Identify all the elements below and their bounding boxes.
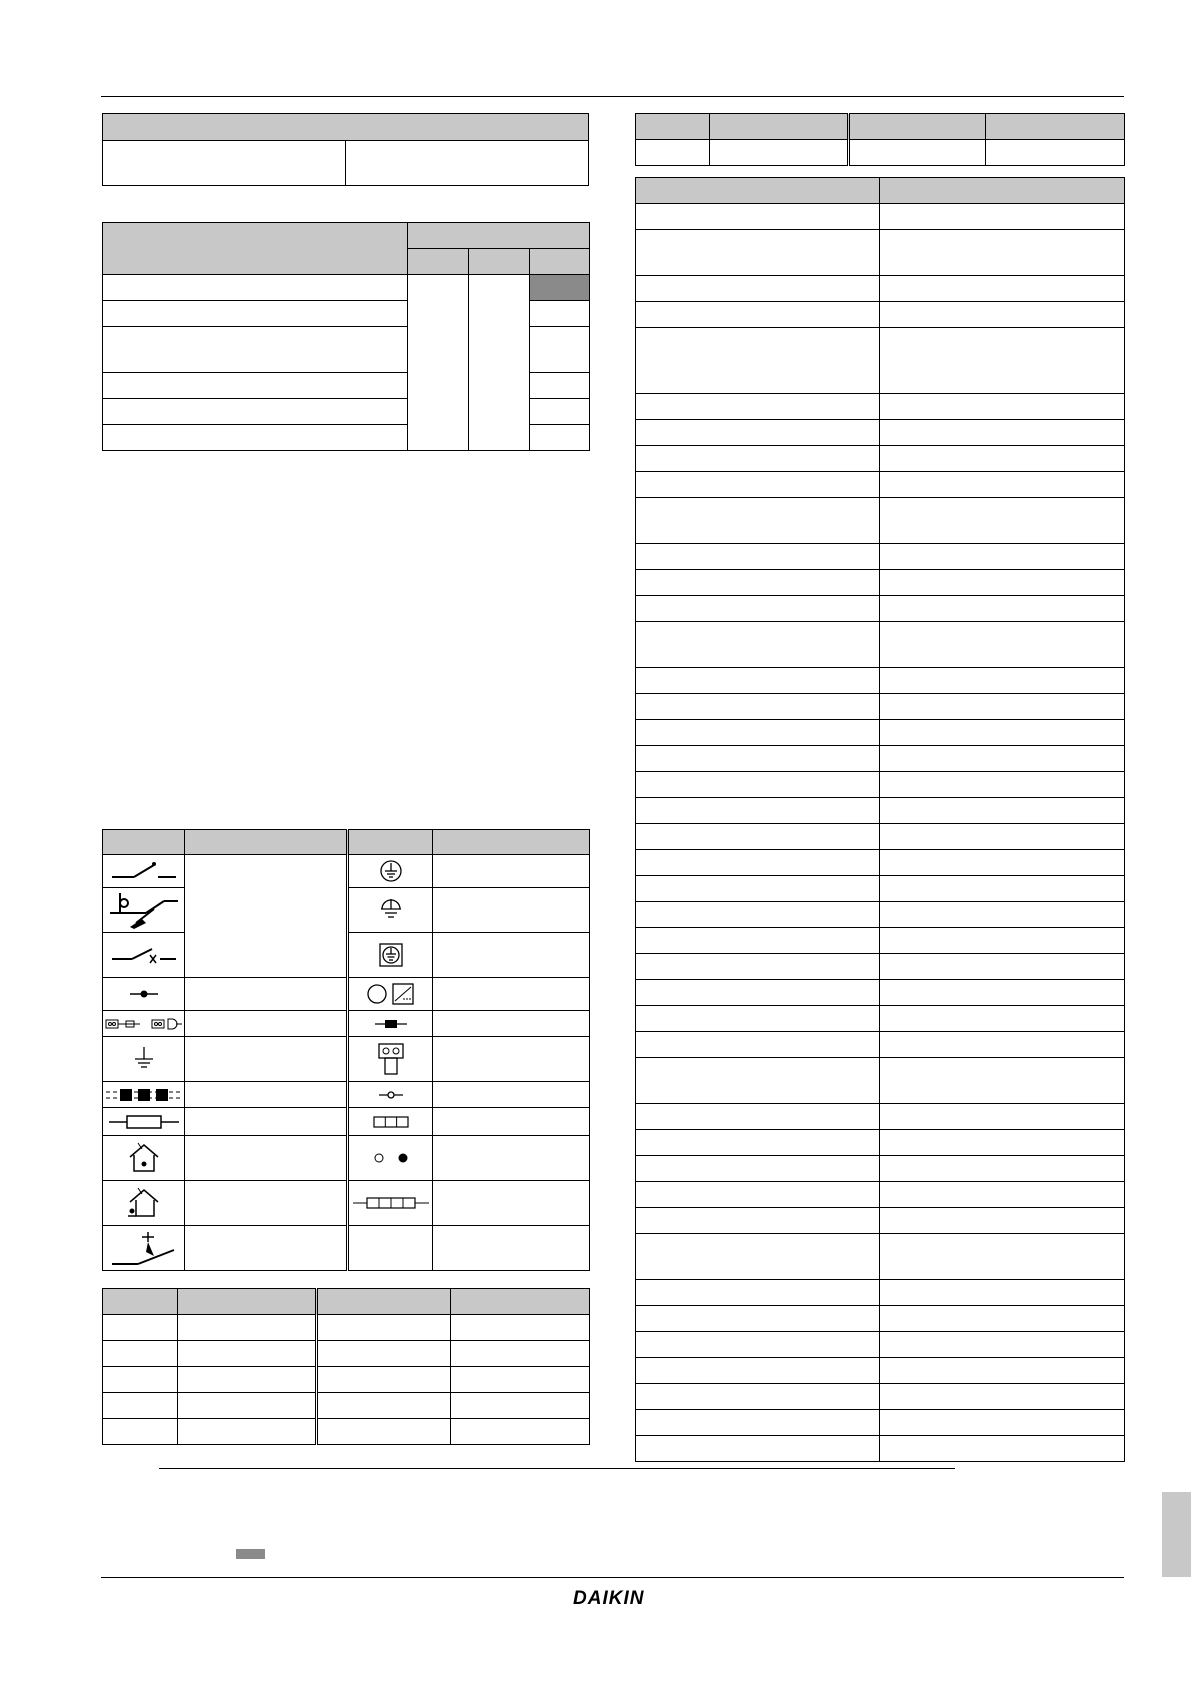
table-left-2: [102, 222, 590, 451]
fuse-icon: [107, 1112, 181, 1132]
connector-icon: [104, 1016, 184, 1032]
wire-clamp-icon: [371, 1088, 411, 1102]
protective-earth-icon: [377, 941, 405, 969]
grey-legend-chip: [236, 1549, 265, 1559]
symbol-table: [102, 829, 590, 1271]
earth-icon: [377, 857, 405, 885]
relay-connector-icon: [371, 1016, 411, 1032]
section-tab: [1162, 1492, 1191, 1577]
outdoor-unit-icon: [124, 1186, 164, 1220]
terminal-strip-icon: [371, 1114, 411, 1130]
connection-dot-icon: [124, 986, 164, 1002]
footnote-rule: [159, 1468, 955, 1469]
switch-icon: [108, 857, 180, 885]
footer-rule: [101, 1577, 1124, 1578]
table-right-long: [635, 177, 1125, 1462]
terminal-dots-icon: [369, 1150, 413, 1166]
terminal-icon: [376, 1041, 406, 1077]
earth-ground-icon: [132, 1044, 156, 1074]
indoor-unit-icon: [124, 1141, 164, 1175]
field-wiring-icon: [359, 981, 423, 1007]
circuit-breaker-icon: [108, 943, 180, 967]
daikin-logo: DAIKIN: [573, 1588, 645, 1609]
noiseless-earth-icon: [377, 895, 405, 925]
thermal-protector-icon: [108, 1228, 180, 1268]
header-rule: [101, 96, 1124, 97]
terminal-block-icon: [351, 1195, 431, 1211]
ferrite-core-icon: [104, 1087, 184, 1103]
table-left-1: [102, 113, 589, 186]
table-left-bottom: [102, 1288, 590, 1445]
table-right-top: [635, 113, 1125, 166]
limit-switch-icon: [106, 889, 182, 931]
